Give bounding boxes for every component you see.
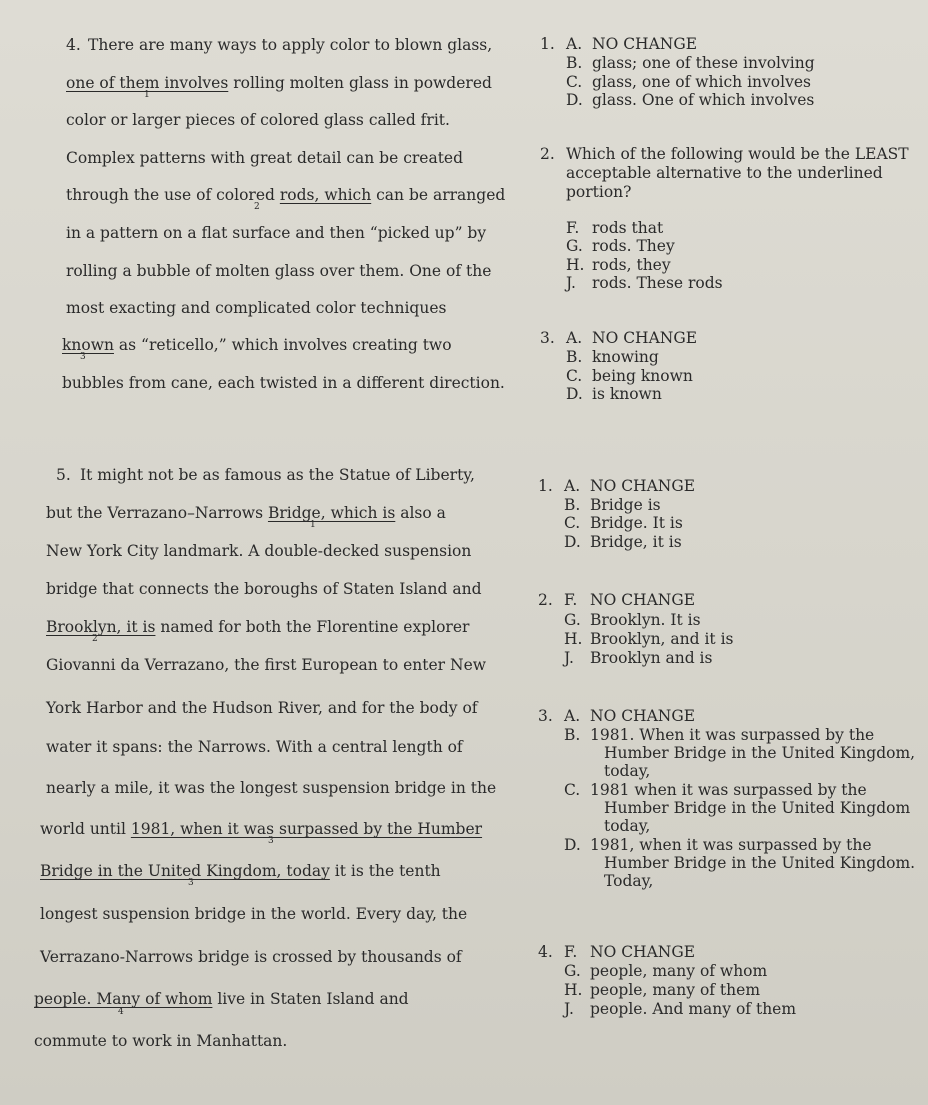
underlined-portion-5-3a: 1981, when it was surpassed by the Humber [130,820,483,838]
underlined-portion-1: one of them involves [66,74,229,92]
q5-1-option-c[interactable]: C. Bridge. It is [564,514,683,532]
underlined-portion-5-2: Brooklyn, it is [46,618,156,636]
passage4-line-7: rolling a bubble of molten glass over them. One of the [66,262,492,280]
passage5-line-6: Giovanni da Verrazano, the first European to enter New [46,656,487,674]
underlined-portion-5-4: people. Many of whom [34,990,213,1008]
q5-3-option-c[interactable]: C. 1981 when it was surpassed by the [564,781,867,799]
q5-4-option-f[interactable]: 4. F. NO CHANGE [538,943,696,961]
passage5-line-12: longest suspension bridge in the world. Every day, the [40,905,468,923]
passage5-line-4: bridge that connects the boroughs of Staten Island and [46,580,482,598]
q5-3-option-c-line-2: Humber Bridge in the United Kingdom [604,799,911,817]
q4-3-option-d[interactable]: D. is known [566,385,662,403]
passage4-line-9: known as “reticello,” which involves creating two [62,336,452,354]
q4-2-option-f[interactable]: F. rods that [566,219,664,237]
underlined-portion-3: known [62,336,114,354]
q4-1-option-a[interactable]: 1. A. NO CHANGE [540,35,698,53]
marker-3: 3 [80,352,86,362]
passage5-line-5: Brooklyn, it is named for both the Florentine explorer [46,618,470,636]
passage4-line-5: through the use of colored rods, which can be arranged [66,186,506,204]
passage4-line-6: in a pattern on a flat surface and then “picked up” by [66,224,487,242]
q4-2-stem-line-3: portion? [566,183,632,201]
passage5-line-3: New York City landmark. A double-decked suspension [46,542,472,560]
q4-3-option-a[interactable]: 3. A. NO CHANGE [540,329,698,347]
underlined-portion-2: rods, which [279,186,372,204]
marker-2: 2 [254,202,260,212]
q4-2-option-j[interactable]: J. rods. These rods [566,274,723,292]
passage4-line-4: Complex patterns with great detail can be created [66,149,464,167]
q5-1-option-b[interactable]: B. Bridge is [564,496,661,514]
q4-2-option-h[interactable]: H. rods, they [566,256,671,274]
q5-3-option-c-line-3: today, [604,817,651,835]
q5-2-option-h[interactable]: H. Brooklyn, and it is [564,630,734,648]
passage5-line-13: Verrazano-Narrows bridge is crossed by thousands of [40,948,462,966]
passage5-line-10: world until 1981, when it was surpassed by the Humber [40,820,483,838]
q4-3-option-c[interactable]: C. being known [566,367,693,385]
q4-2-stem-line-2: acceptable alternative to the underlined [566,164,883,182]
passage4-line-2: one of them involves rolling molten glass in powdered [66,74,492,92]
passage4-line-1: 4. There are many ways to apply color to blown glass, [66,36,493,54]
passage4-line-3: color or larger pieces of colored glass called frit. [66,111,450,129]
passage5-line-8: water it spans: the Narrows. With a central length of [46,738,463,756]
q5-2-option-g[interactable]: G. Brooklyn. It is [564,611,701,629]
passage5-line-9: nearly a mile, it was the longest suspension bridge in the [46,779,497,797]
q5-4-option-g[interactable]: G. people, many of whom [564,962,768,980]
q5-4-option-h[interactable]: H. people, many of them [564,981,761,999]
q5-3-option-d-line-2: Humber Bridge in the United Kingdom. [604,854,916,872]
marker-5-3b: 3 [188,878,194,888]
marker-5-1: 1 [310,520,316,530]
marker-5-4: 4 [118,1007,124,1017]
passage4-line-10: bubbles from cane, each twisted in a different direction. [62,374,505,392]
passage5-line-11: Bridge in the United Kingdom, today it is the tenth [40,862,441,880]
q5-3-option-b[interactable]: B. 1981. When it was surpassed by the [564,726,875,744]
passage5-line-7: York Harbor and the Hudson River, and for the body of [46,699,478,717]
marker-1: 1 [144,90,150,100]
q5-3-option-b-line-3: today, [604,762,651,780]
marker-5-2: 2 [92,634,98,644]
q5-3-option-d[interactable]: D. 1981, when it was surpassed by the [564,836,872,854]
q4-1-option-d[interactable]: D. glass. One of which involves [566,91,815,109]
q4-1-option-b[interactable]: B. glass; one of these involving [566,54,815,72]
q5-3-option-a[interactable]: 3. A. NO CHANGE [538,707,696,725]
marker-5-3a: 3 [268,836,274,846]
q4-3-option-b[interactable]: B. knowing [566,348,659,366]
passage5-line-2: but the Verrazano–Narrows Bridge, which is also a [46,504,446,522]
q4-1-option-c[interactable]: C. glass, one of which involves [566,73,811,91]
q4-2-option-g[interactable]: G. rods. They [566,237,675,255]
q5-2-option-j[interactable]: J. Brooklyn and is [564,649,713,667]
q5-3-option-b-line-2: Humber Bridge in the United Kingdom, [604,744,916,762]
passage5-line-1: 5. It might not be as famous as the Statue of Liberty, [56,466,475,484]
q5-3-option-d-line-3: Today, [604,872,654,890]
passage4-line-8: most exacting and complicated color techniques [66,299,447,317]
passage5-line-15: commute to work in Manhattan. [34,1032,288,1050]
q5-4-option-j[interactable]: J. people. And many of them [564,1000,797,1018]
q5-2-option-f[interactable]: 2. F. NO CHANGE [538,591,696,609]
q4-2-stem: 2. Which of the following would be the LEAST [540,145,909,163]
q5-1-option-d[interactable]: D. Bridge, it is [564,533,682,551]
passage5-line-14: people. Many of whom live in Staten Island and [34,990,409,1008]
underlined-portion-5-1: Bridge, which is [267,504,396,522]
q5-1-option-a[interactable]: 1. A. NO CHANGE [538,477,696,495]
underlined-portion-5-3b: Bridge in the United Kingdom, today [40,862,330,880]
